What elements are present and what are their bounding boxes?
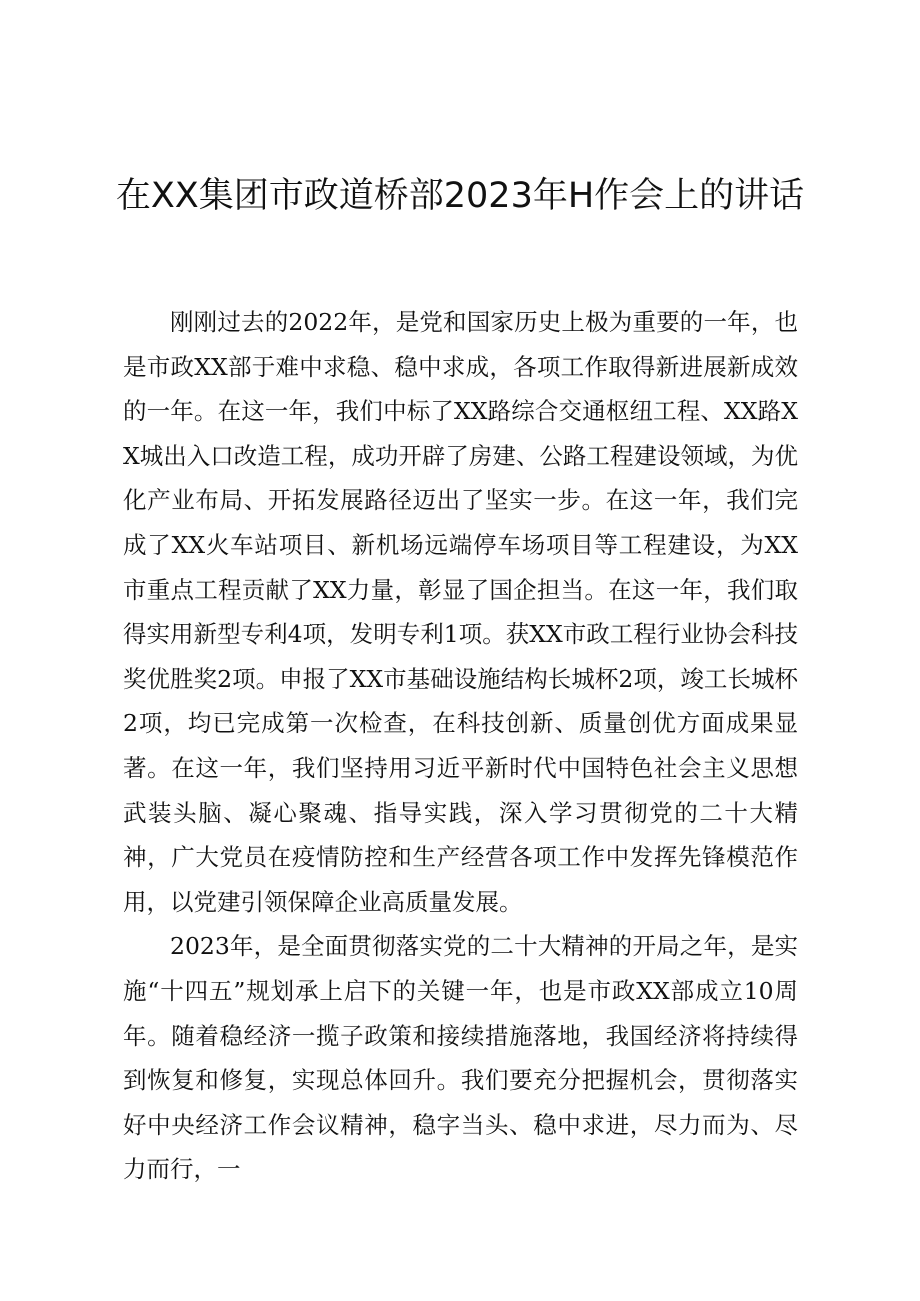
document-body xyxy=(123,300,798,1192)
paragraph-2: 2023年，是全面贯彻落实党的二十大精神的开局之年，是实施“十四五”规划承上启下的关键一年，也是市政XX部成立10周年。随着稳经济一揽子政策和接续措施落地，我国经济将持续得到恢复和修复，实现总体回升。我们要充分把握机会，贯彻落实好中央经济工作会议精神，稳字当头、稳中求进，尽力而为、尽力而行，一 xyxy=(123,932,798,1184)
paragraph-1: 刚刚过去的2022年，是党和国家历史上极为重要的一年，也是市政XX部于难中求稳、稳中求成，各项工作取得新进展新成效的一年。在这一年，我们中标了XX路综合交通枢纽工程、XX路XX城出入口改造工程，成功开辟了房建、公路工程建设领域，为优化产业布局、开拓发展路径迈出了坚实一步。在这一年，我们完成了XX火车站项目、新机场远端停车场项目等工程建设，为XX市重点工程贡献了XX力量，彰显了国企担当。在这一年，我们取得实用新型专利4项，发明专利1项。获XX市政工程行业协会科技奖优胜奖2项。申报了XX市基础设施结构长城杯2项，竣工长城杯2项，均已完成第一次检查，在科技创新、质量创优方面成果显著。在这一年，我们坚持用习近平新时代中国特色社会主义思想武装头脑、凝心聚魂、指导实践，深入学习贯彻党的二十大精神，广大党员在疫情防控和生产经营各项工作中发挥先锋模范作用，以党建引领保障企业高质量发展。 xyxy=(123,308,798,916)
document-title: 在XX集团市政道桥部2023年H作会上的讲话 xyxy=(115,176,805,216)
